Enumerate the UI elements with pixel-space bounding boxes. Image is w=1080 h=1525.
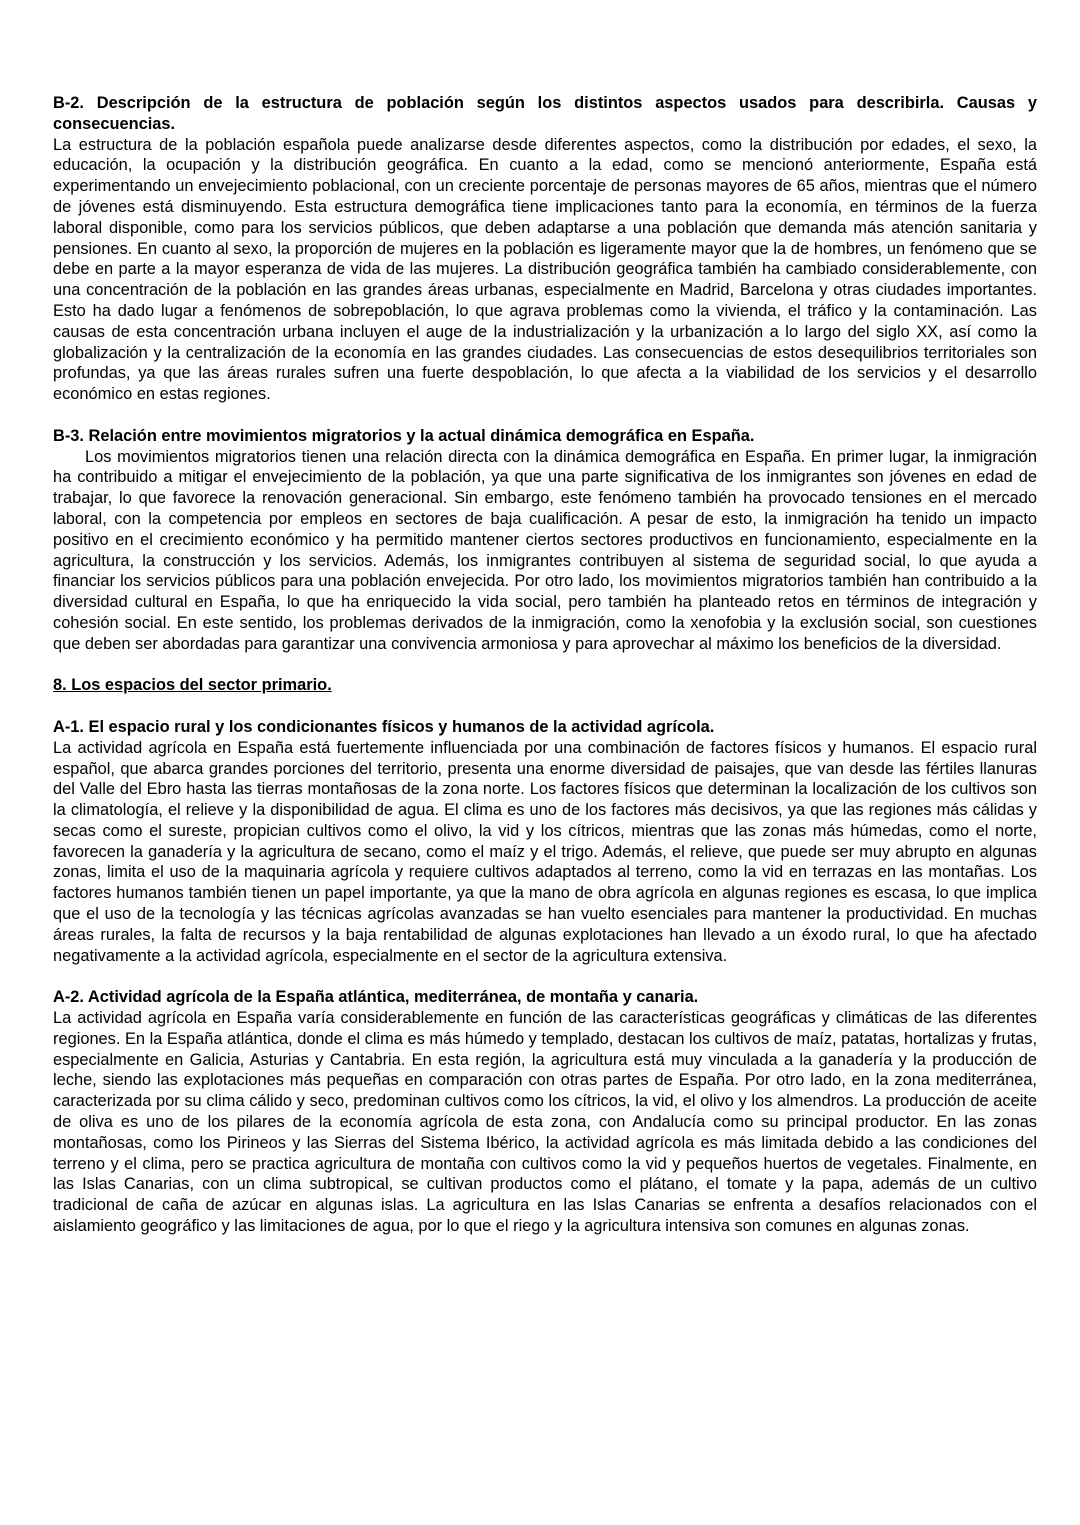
section-a1 <box>53 717 1037 967</box>
section-b3 <box>53 426 1037 655</box>
chapter-title: 8. Los espacios del sector primario. <box>53 676 332 695</box>
section-a2 <box>53 987 1037 1237</box>
section-body-b2: La estructura de la población española puede analizarse desde diferentes aspectos, como la distribución por edades, el sexo, la educación, la ocupación y la distribución geográfica. En cuanto a la edad, como se mencionó anteriormente, España está experimentando un envejecimiento poblacional, con un creciente porcentaje de personas mayores de 65 años, mientras que el número de jóvenes está disminuyendo. Esta estructura demográfica tiene implicaciones tanto para la economía, en términos de la fuerza laboral disponible, como para los servicios públicos, que deben adaptarse a una población que demanda más atención sanitaria y pensiones. En cuanto al sexo, la proporción de mujeres en la población es ligeramente mayor que la de hombres, un fenómeno que se debe en parte a la mayor esperanza de vida de las mujeres. La distribución geográfica también ha cambiado considerablemente, con una concentración de la población en las grandes áreas urbanas, especialmente en Madrid, Barcelona y otras ciudades importantes. Esto ha dado lugar a fenómenos de sobrepoblación, lo que agrava problemas como la vivienda, el tráfico y la contaminación. Las causas de esta concentración urbana incluyen el auge de la industrialización y la urbanización a lo largo del siglo XX, así como la globalización y la centralización de la economía en las grandes ciudades. Las consecuencias de estos desequilibrios territoriales son profundas, ya que las áreas rurales sufren una fuerte despoblación, lo que afecta a la viabilidad de los servicios y el desarrollo económico en estas regiones. <box>53 135 1037 404</box>
section-heading-a2: A-2. Actividad agrícola de la España atlántica, mediterránea, de montaña y canaria. <box>53 988 699 1007</box>
section-body-a2: La actividad agrícola en España varía considerablemente en función de las características geográficas y climáticas de las diferentes regiones. En la España atlántica, donde el clima es más húmedo y templado, destacan los cultivos de maíz, patatas, hortalizas y frutas, especialmente en Galicia, Asturias y Cantabria. En esta región, la agricultura está muy vinculada a la ganadería y la producción de leche, siendo las explotaciones más pequeñas en comparación con otras partes de España. Por otro lado, en la zona mediterránea, caracterizada por su clima cálido y seco, predominan cultivos como los cítricos, la vid, el olivo y los almendros. La producción de aceite de oliva es uno de los pilares de la economía agrícola de esta zona, con Andalucía como su principal productor. En las zonas montañosas, como los Pirineos y las Sierras del Sistema Ibérico, la actividad agrícola es más limitada debido a las condiciones del terreno y el clima, pero se practica agricultura de montaña con cultivos como la vid y pequeños huertos de vegetales. Finalmente, en las Islas Canarias, con un clima subtropical, se cultivan productos como el plátano, el tomate y la papa, además de un cultivo tradicional de caña de azúcar en algunas islas. La agricultura en las Islas Canarias se enfrenta a desafíos relacionados con el aislamiento geográfico y las limitaciones de agua, por lo que el riego y la agricultura intensiva son comunes en algunas zonas. <box>53 1009 1037 1236</box>
section-body-a1: La actividad agrícola en España está fuertemente influenciada por una combinación de factores físicos y humanos. El espacio rural español, que abarca grandes porciones del territorio, presenta una enorme diversidad de paisajes, que van desde las fértiles llanuras del Valle del Ebro hasta las tierras montañosas de la zona norte. Los factores físicos que determinan la localización de los cultivos son la climatología, el relieve y la disponibilidad de agua. El clima es uno de los factores más decisivos, ya que las regiones más cálidas y secas como el sureste, propician cultivos como el olivo, la vid y los cítricos, mientras que las zonas más húmedas, como el norte, favorecen la ganadería y la agricultura de secano, como el maíz y el trigo. Además, el relieve, que puede ser muy abrupto en algunas zonas, limita el uso de la maquinaria agrícola y requiere cultivos adaptados al terreno, como la vid en terrazas en las montañas. Los factores humanos también tienen un papel importante, ya que la mano de obra agrícola en algunas regiones es escasa, lo que implica que el uso de la tecnología y las técnicas agrícolas avanzadas se han vuelto esenciales para mantener la productividad. En muchas áreas rurales, la falta de recursos y la baja rentabilidad de algunas explotaciones han llevado a un éxodo rural, lo que ha afectado negativamente a la actividad agrícola, especialmente en el sector de la agricultura extensiva. <box>53 738 1037 965</box>
spacer <box>53 966 1037 987</box>
spacer <box>53 696 1037 717</box>
section-heading-b2: B-2. Descripción de la estructura de población según los distintos aspectos usados para describirla. Causas y consecuencias. <box>53 94 1037 133</box>
spacer <box>53 655 1037 676</box>
section-heading-b3: B-3. Relación entre movimientos migratorios y la actual dinámica demográfica en España. <box>53 426 755 445</box>
section-body-b3: Los movimientos migratorios tienen una relación directa con la dinámica demográfica en España. En primer lugar, la inmigración ha contribuido a mitigar el envejecimiento de la población, ya que una parte significativa de los inmigrantes son jóvenes en edad de trabajar, lo que favorece la renovación generacional. Sin embargo, este fenómeno también ha provocado tensiones en el mercado laboral, con la competencia por empleos en sectores de baja cualificación. A pesar de esto, la inmigración ha tenido un impacto positivo en el crecimiento económico y ha permitido mantener ciertos sectores productivos en funcionamiento, especialmente en la agricultura, la construcción y los servicios. Además, los inmigrantes contribuyen al sistema de seguridad social, lo que ayuda a financiar los servicios públicos para una población envejecida. Por otro lado, los movimientos migratorios también han contribuido a la diversidad cultural en España, lo que ha enriquecido la vida social, pero también ha planteado retos en términos de integración y cohesión social. En este sentido, los problemas derivados de la inmigración, como la xenofobia y la exclusión social, son cuestiones que deben ser abordadas para garantizar una convivencia armoniosa y para aprovechar al máximo los beneficios de la diversidad. <box>53 447 1037 653</box>
spacer <box>53 405 1037 426</box>
document-page <box>53 93 1037 1237</box>
section-b2 <box>53 93 1037 405</box>
section-heading-a1: A-1. El espacio rural y los condicionantes físicos y humanos de la actividad agrícola. <box>53 717 715 736</box>
